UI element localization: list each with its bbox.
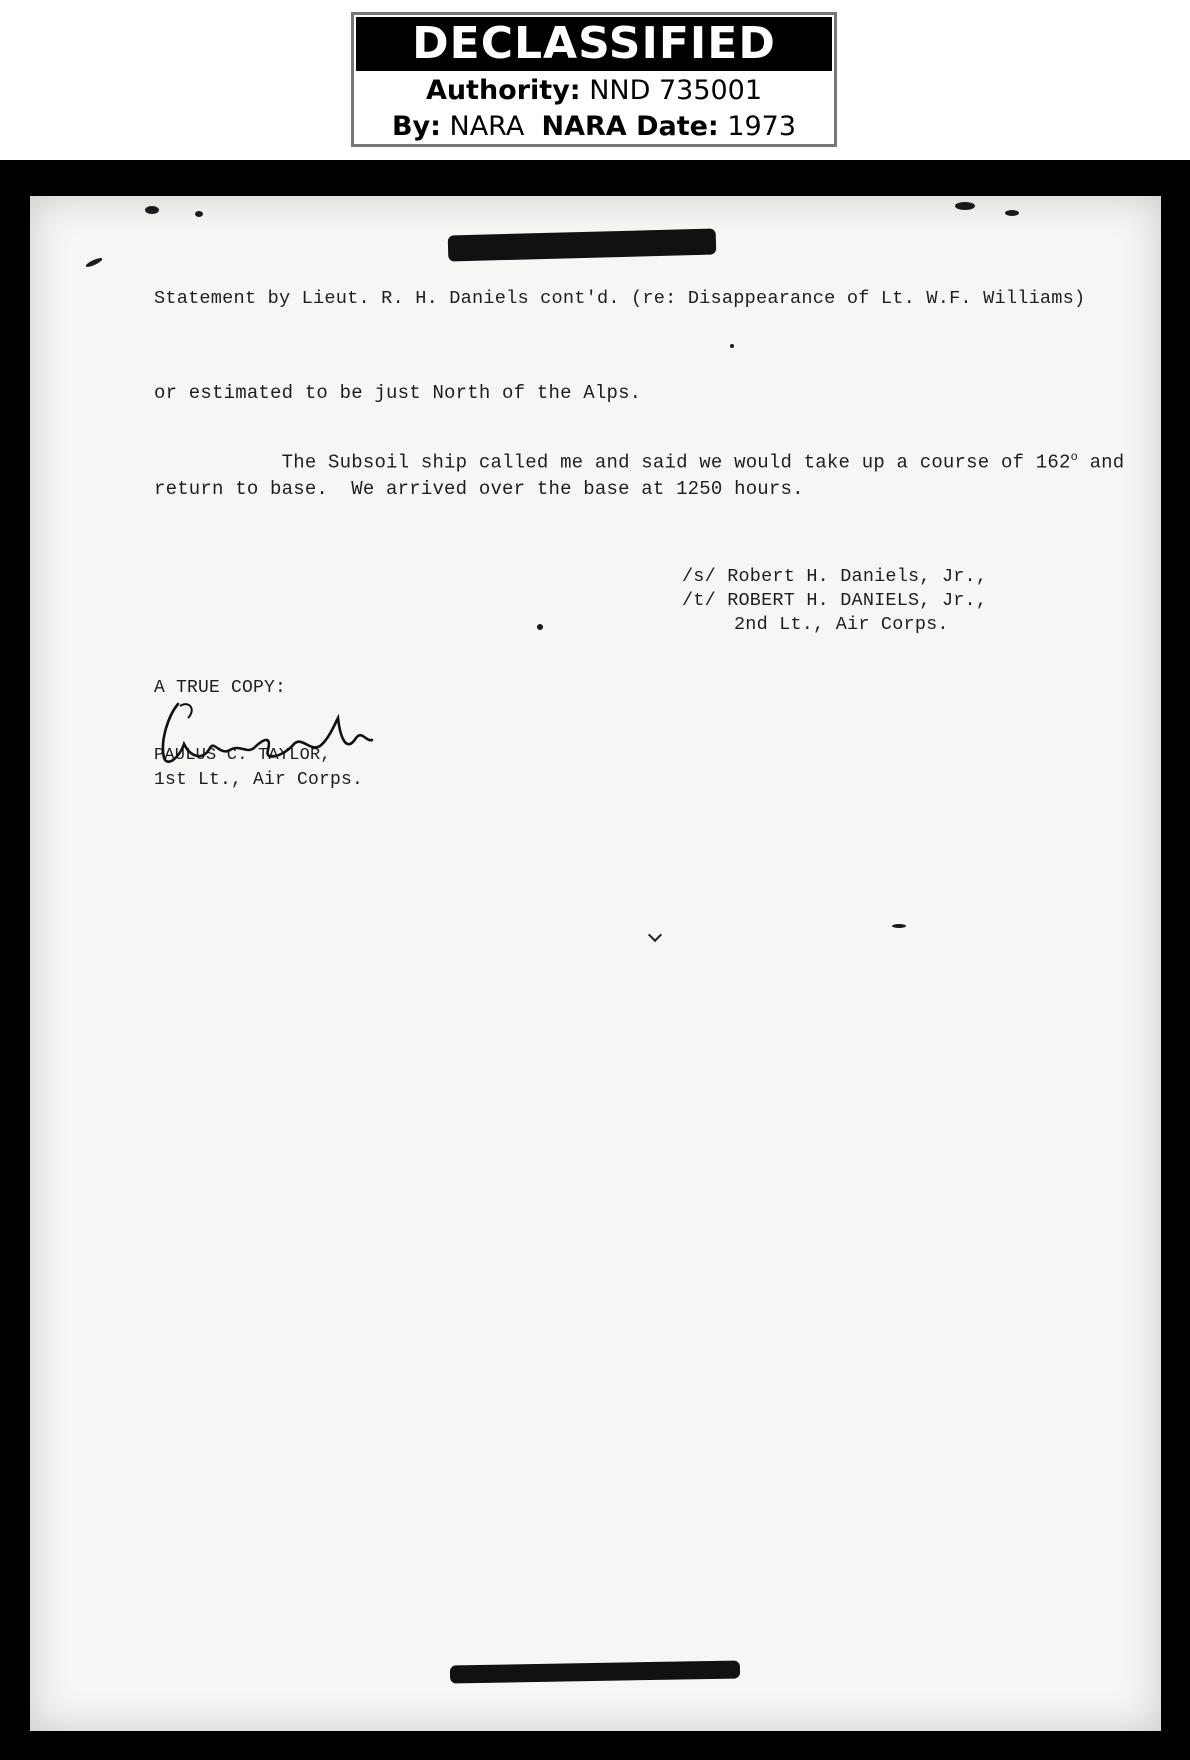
body-line-2-text: The Subsoil ship called me and said we would take up a course of 162 xyxy=(281,451,1071,474)
speck xyxy=(537,624,543,630)
signature-line-rank: 2nd Lt., Air Corps. xyxy=(734,614,949,635)
stamp-authority-label: Authority: xyxy=(425,75,581,106)
handwritten-signature xyxy=(150,696,390,776)
body-line-2-tail: and xyxy=(1077,451,1125,474)
speck xyxy=(195,211,203,217)
speck xyxy=(85,256,103,268)
stamp-title: DECLASSIFIED xyxy=(356,17,832,71)
speck xyxy=(1005,210,1019,216)
document-page xyxy=(30,196,1161,1731)
signature-line-s: /s/ Robert H. Daniels, Jr., xyxy=(682,566,988,587)
redaction-top xyxy=(448,228,717,261)
scan-frame xyxy=(0,160,1190,1760)
stamp-authority-value: NND 735001 xyxy=(589,75,763,106)
body-line-3: return to base. We arrived over the base at 1250 hours. xyxy=(154,478,804,500)
stamp-authority-line xyxy=(354,73,834,109)
redaction-bottom xyxy=(450,1660,740,1683)
speck xyxy=(730,344,734,348)
speck xyxy=(955,202,975,210)
true-copy-label: A TRUE COPY: xyxy=(154,678,287,698)
degree-mark: o xyxy=(1070,450,1078,464)
body-line-1: or estimated to be just North of the Alps. xyxy=(154,382,642,404)
certifier-rank: 1st Lt., Air Corps. xyxy=(154,770,364,790)
speck xyxy=(145,206,159,214)
stamp-by-value: NARA xyxy=(449,111,525,142)
speck xyxy=(892,924,906,928)
stamp-by-line xyxy=(354,109,834,145)
stamp-date-label: NARA Date: xyxy=(541,111,719,142)
speck xyxy=(648,928,662,942)
stamp-date-value: 1973 xyxy=(727,111,797,142)
declassification-stamp xyxy=(351,12,837,147)
stamp-by-label: By: xyxy=(391,111,441,142)
certifier-name: PAULUS C. TAYLOR, xyxy=(154,746,331,765)
document-heading: Statement by Lieut. R. H. Daniels cont'd. (re: Disappearance of Lt. W.F. Williams) xyxy=(154,288,1086,309)
signature-line-t: /t/ ROBERT H. DANIELS, Jr., xyxy=(682,590,988,611)
